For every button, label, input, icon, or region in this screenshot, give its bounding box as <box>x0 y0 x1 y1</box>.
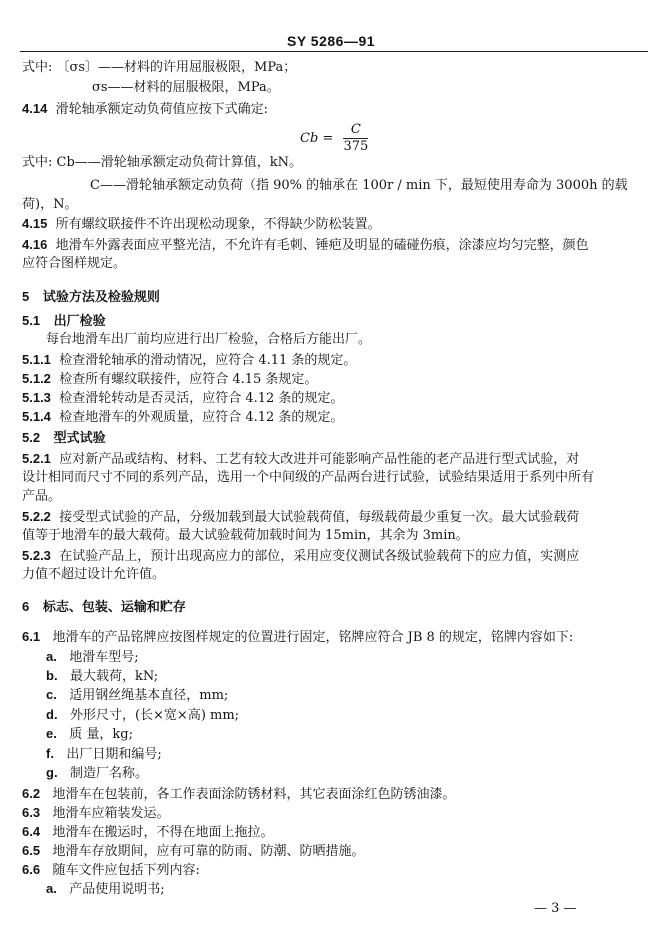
clause-6-1 <box>22 628 573 647</box>
clause-number: 5.1.1 <box>22 352 51 367</box>
clause-text: 检查地滑车的外观质量，应符合 4.12 条的规定。 <box>59 410 344 425</box>
section-number: 5 <box>22 289 30 304</box>
clause-number: 6.5 <box>22 843 41 858</box>
text-line: σs——材料的屈服极限，MPa。 <box>92 80 280 95</box>
formula-cb <box>300 122 368 155</box>
list-item <box>46 706 239 725</box>
header-rule <box>20 51 648 52</box>
list-marker: a. <box>46 881 57 896</box>
text-line: 设计相同而尺寸不同的系列产品，选用一个中间级的产品两台进行试验，试验结果适用于系列中所有 <box>22 470 595 485</box>
clause-number: 6.2 <box>22 786 41 801</box>
list-item <box>46 667 158 686</box>
clause-number: 5.2 <box>22 430 41 445</box>
clause-text: 检查滑轮轴承的滑动情况，应符合 4.11 条的规定。 <box>59 353 357 368</box>
clause-text: 检查滑轮转动是否灵活，应符合 4.12 条的规定。 <box>59 391 344 406</box>
clause-5-2-3 <box>22 547 579 566</box>
clause-6-3 <box>22 804 170 823</box>
subsection-title: 型式试验 <box>53 431 106 446</box>
list-marker: g. <box>46 765 58 780</box>
clause-number: 5.1 <box>22 313 41 328</box>
clause-text: 所有螺纹联接件不许出现松动现象，不得缺少防松装置。 <box>55 217 381 232</box>
text-line: 应符合图样规定。 <box>22 256 127 271</box>
clause-text: 应对新产品或结构、材料、工艺有较大改进并可能影响产品性能的老产品进行型式试验，对 <box>59 452 580 467</box>
doc-code-header: SY 5286—91 <box>286 33 376 49</box>
list-item <box>46 686 228 705</box>
list-text: 制造厂名称。 <box>69 766 148 781</box>
list-marker: b. <box>46 668 58 683</box>
clause-number: 6.6 <box>22 862 41 877</box>
section-title: 试验方法及检验规则 <box>42 290 160 305</box>
clause-6-4 <box>22 823 274 842</box>
section-title: 标志、包装、运输和贮存 <box>42 600 186 615</box>
subsection-5-1 <box>22 312 106 331</box>
clause-5-1-1 <box>22 351 356 370</box>
clause-4-15 <box>22 215 381 234</box>
list-text: 适用钢丝绳基本直径，mm; <box>69 688 229 703</box>
text-line: 值等于地滑车的最大载荷。最大试验载荷加载时间为 15min，其余为 3min。 <box>22 528 469 543</box>
list-marker: c. <box>46 687 57 702</box>
clause-text: 接受型式试验的产品，分级加载到最大试验载荷值，每级载荷最少重复一次。最大试验载荷 <box>59 510 580 525</box>
clause-number: 5.2.3 <box>22 548 51 563</box>
clause-text: 随车文件应包括下列内容: <box>52 863 200 878</box>
section-heading-6 <box>22 598 186 617</box>
list-text: 地滑车型号; <box>69 650 139 665</box>
list-item <box>46 764 148 783</box>
list-item <box>46 745 162 764</box>
list-marker: a. <box>46 649 57 664</box>
text-line: 荷)，N。 <box>22 197 78 212</box>
clause-6-6 <box>22 861 200 880</box>
text-line: 产品。 <box>22 489 62 504</box>
subsection-title: 出厂检验 <box>53 314 106 329</box>
subsection-5-2 <box>22 429 106 448</box>
clause-number: 5.2.1 <box>22 451 51 466</box>
clause-6-5 <box>22 842 365 861</box>
clause-5-2-2 <box>22 508 579 527</box>
section-heading-5 <box>22 288 160 307</box>
list-marker: d. <box>46 707 58 722</box>
clause-5-1-3 <box>22 389 343 408</box>
section-number: 6 <box>22 599 30 614</box>
formula-numerator: C <box>343 122 368 139</box>
list-text: 产品使用说明书; <box>69 882 165 897</box>
clause-number: 5.2.2 <box>22 509 51 524</box>
clause-number: 4.14 <box>22 101 48 116</box>
clause-5-1-4 <box>22 408 343 427</box>
clause-6-2 <box>22 785 456 804</box>
clause-number: 4.16 <box>22 237 48 252</box>
list-item <box>46 725 133 744</box>
clause-number: 5.1.4 <box>22 409 51 424</box>
text-line: 式中: 〔σs〕——材料的许用屈服极限，MPa； <box>22 60 297 75</box>
list-text: 质 量，kg; <box>69 727 133 742</box>
list-text: 外形尺寸，(长×宽×高) mm; <box>69 708 240 723</box>
formula-lhs: Cb = <box>300 131 334 146</box>
list-text: 出厂日期和编号; <box>66 747 162 762</box>
text-line: C——滑轮轴承额定动负荷（指 90% 的轴承在 100r / min 下，最短使用寿命为 3000h 的载 <box>90 178 628 193</box>
page-number: — 3 — <box>534 901 577 916</box>
clause-number: 6.1 <box>22 629 41 644</box>
text-line: 力值不超过设计允许值。 <box>22 567 166 582</box>
formula-fraction <box>343 122 368 155</box>
clause-text: 在试验产品上，预计出现高应力的部位，采用应变仪测试各级试验载荷下的应力值，实测应 <box>59 549 580 564</box>
clause-text: 检查所有螺纹联接件，应符合 4.15 条规定。 <box>59 372 318 387</box>
clause-text: 地滑车在包装前，各工作表面涂防锈材料，其它表面涂红色防锈油漆。 <box>52 787 456 802</box>
text-line: 每台地滑车出厂前均应进行出厂检验，合格后方能出厂。 <box>46 332 372 347</box>
list-marker: e. <box>46 726 57 741</box>
clause-4-14 <box>22 100 268 119</box>
clause-text: 地滑车在搬运时，不得在地面上拖拉。 <box>52 825 274 840</box>
list-item <box>46 880 165 899</box>
list-item <box>46 648 139 667</box>
clause-number: 5.1.3 <box>22 390 51 405</box>
clause-4-16 <box>22 236 589 255</box>
list-marker: f. <box>46 746 54 761</box>
clause-text: 地滑车应箱装发运。 <box>52 806 170 821</box>
text-line: 式中: Cb——滑轮轴承额定动负荷计算值，kN。 <box>22 155 303 170</box>
clause-5-1-2 <box>22 370 317 389</box>
clause-text: 地滑车存放期间，应有可靠的防雨、防潮、防晒措施。 <box>52 844 365 859</box>
clause-number: 4.15 <box>22 216 48 231</box>
list-text: 最大载荷，kN; <box>69 669 159 684</box>
clause-text: 滑轮轴承额定动负荷值应按下式确定: <box>55 102 268 117</box>
clause-text: 地滑车外露表面应平整光洁，不允许有毛刺、锤疤及明显的磕碰伤痕，涂漆应均匀完整，颜色 <box>55 238 589 253</box>
clause-text: 地滑车的产品铭牌应按图样规定的位置进行固定，铭牌应符合 JB 8 的规定，铭牌内容如下: <box>52 630 574 645</box>
clause-number: 6.3 <box>22 805 41 820</box>
clause-number: 5.1.2 <box>22 371 51 386</box>
clause-number: 6.4 <box>22 824 41 839</box>
clause-5-2-1 <box>22 450 579 469</box>
formula-denominator: 375 <box>343 139 369 154</box>
